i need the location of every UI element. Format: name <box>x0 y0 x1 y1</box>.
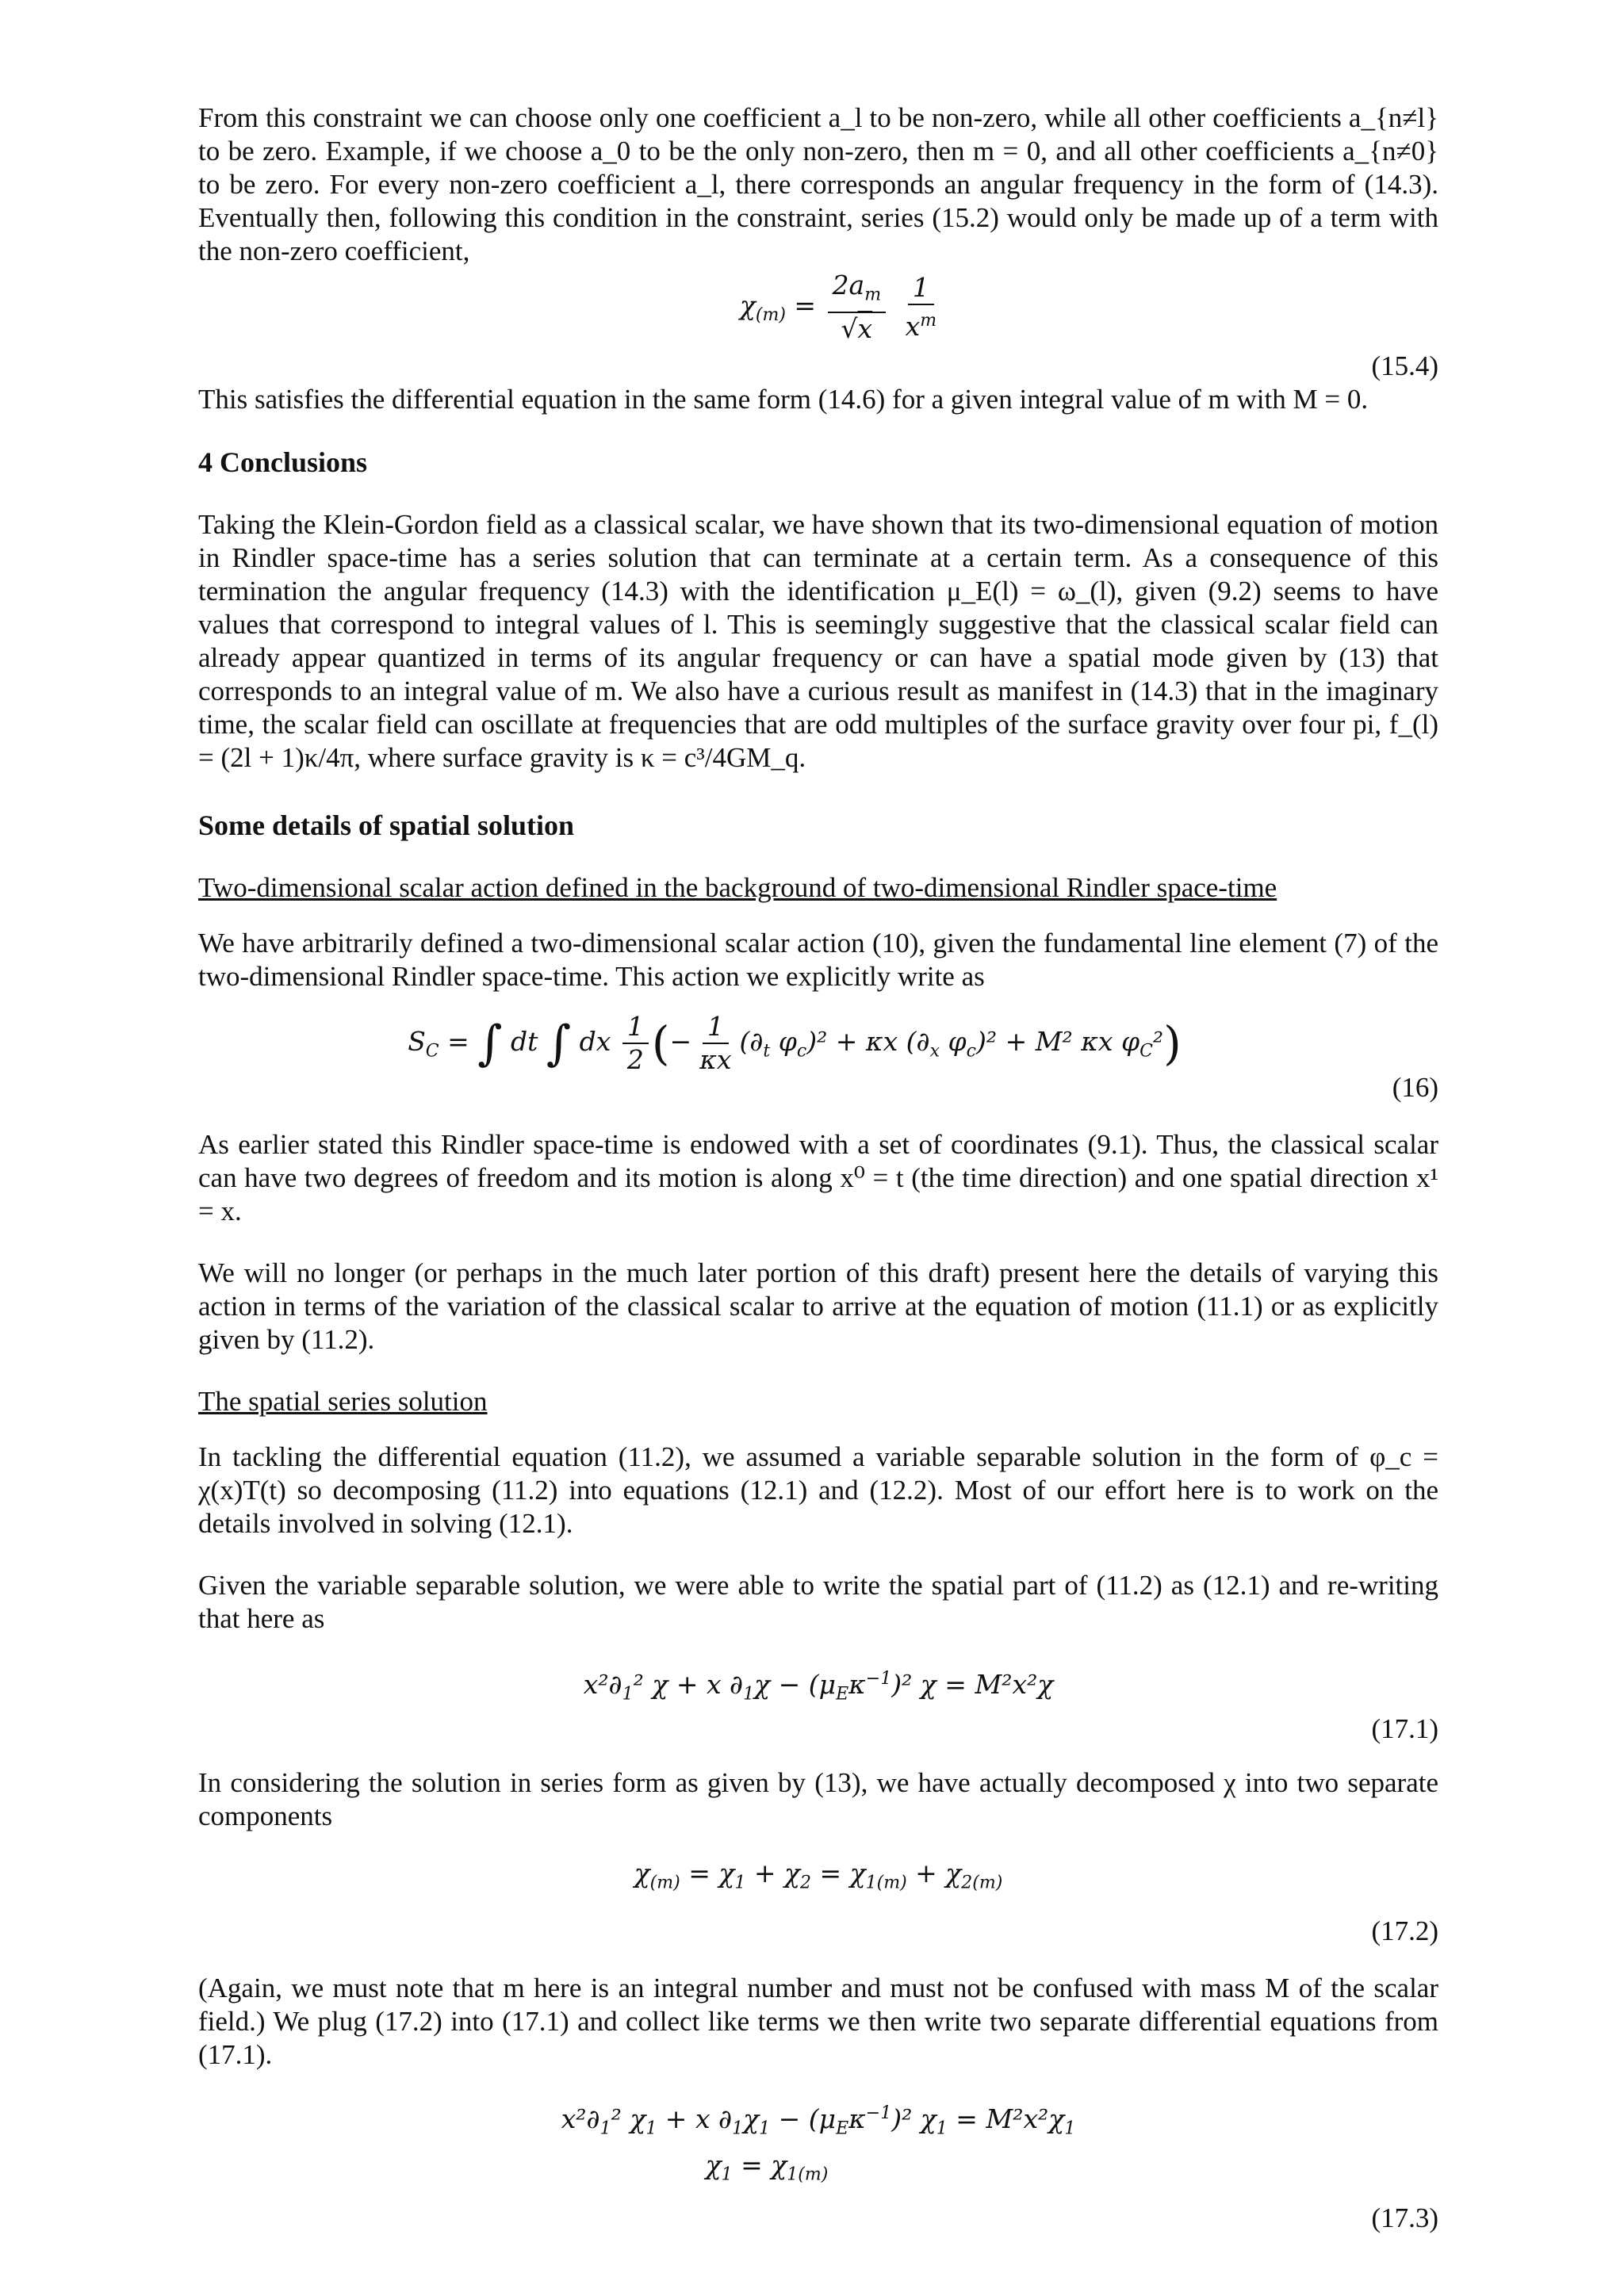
paragraph-8: Given the variable separable solution, we were able to write the spatial part of (11.2) as (12.1) and re-writing that here as <box>198 1569 1438 1634</box>
paragraph-3: Taking the Klein-Gordon field as a classical scalar, we have shown that its two-dimensional equation of motion in Rindler space-time has a series solution that can terminate at a certain term. As a consequence of this termination the angular frequency (14.3) with the identification μ_E(l) = ω_(l), given (9.2) seems to have values that correspond to integral values of l. This is seemingly suggestive that the classical scalar field can already appear quantized in terms of its angular frequency or can have a spatial mode given by (13) that corresponds to an integral value of m. We also have a curious result as manifest in (14.3) that in the imaginary time, the scalar field can oscillate at frequencies that are odd multiples of the surface gravity over four pi, f_(l) = (2l + 1)κ/4π, where surface gravity is κ = c³/4GM_q. <box>198 508 1438 773</box>
paragraph-2: This satisfies the differential equation in the same form (14.6) for a given integral value of m with M = 0. <box>198 383 1369 415</box>
heading-spatial-solution-details: Some details of spatial solution <box>198 809 575 841</box>
equation-17-3 <box>198 2095 1438 2235</box>
paragraph-10: (Again, we must note that m here is an integral number and must not be confused with mass M of the scalar field.) We plug (17.2) into (17.1) and collect like terms we then write two separate differential equations from (17.1). <box>198 1972 1438 2070</box>
equation-15-4-body: $\chi_{(m)}$ = $\frac{2a_m}{√x}$ $\frac{1}{x^m}$ <box>739 270 937 344</box>
equation-17-3-line-2: $\chi_1 = \chi_{1(m)}$ <box>705 2149 829 2185</box>
paragraph-5: As earlier stated this Rindler space-time is endowed with a set of coordinates (9.1). Thus, the classical scalar can have two degrees of freedom and its motion is along x⁰ = t (the time direction) and one spatial direction x¹ = x. <box>198 1128 1438 1226</box>
paragraph-9: In considering the solution in series form as given by (13), we have actually decomposed χ into two separate components <box>198 1767 1438 1832</box>
equation-number-15-4: (15.4) <box>1371 350 1438 381</box>
equation-number-17-2: (17.2) <box>1371 1915 1438 1946</box>
equation-17-2 <box>198 1855 1438 1948</box>
equation-17-3-line-1: $x^2\partial_1^2$ $\chi_1 + x$ $\partial_1\chi_1 - (\mu_E\kappa^{-1})^2$ $\chi_1 = M^2x^2\chi_1$ <box>561 2103 1076 2139</box>
heading-conclusions: 4 Conclusions <box>198 446 368 478</box>
equation-17-1-body: $x^2\partial_1^2$ χ + x $\partial_1\chi - (\mu_E\kappa^{-1})^2$ χ = M²x²χ <box>583 1668 1054 1705</box>
equation-16-body: $S_C$ = ∫ dt ∫ dx $\frac{1}{2}$ (− $\frac{1}{\kappa x}$ ($\partial_t$ $\varphi_c)^2 + \kappa x$ ($\partial_x$ $\varphi_c)^2 + M^2$ κx $\varphi_C^2$) <box>408 1010 1182 1075</box>
equation-number-17-3: (17.3) <box>1371 2202 1438 2233</box>
subheading-scalar-action: Two-dimensional scalar action defined in the background of two-dimensional Rindler space-time <box>198 871 1277 903</box>
paragraph-7: In tackling the differential equation (11.2), we assumed a variable separable solution in the form of φ_c = χ(x)T(t) so decomposing (11.2) into equations (12.1) and (12.2). Most of our effort here is to work on the details involved in solving (12.1). <box>198 1441 1438 1539</box>
equation-number-16: (16) <box>1392 1071 1438 1103</box>
equation-17-1 <box>198 1661 1438 1747</box>
paragraph-1: From this constraint we can choose only one coefficient a_l to be non-zero, while all other coefficients a_{n≠l} to be zero. Example, if we choose a_0 to be the only non-zero, then m = 0, and all other coefficients a_{n≠0} to be zero. For every non-zero coefficient a_l, there corresponds an angular frequency in the form of (14.3). Eventually then, following this condition in the constraint, series (15.2) would only be made up of a term with the non-zero coefficient, <box>198 102 1438 266</box>
paragraph-4: We have arbitrarily defined a two-dimensional scalar action (10), given the fundamental line element (7) of the two-dimensional Rindler space-time. This action we explicitly write as <box>198 927 1438 992</box>
paragraph-6: We will no longer (or perhaps in the much later portion of this draft) present here the details of varying this action in terms of the variation of the classical scalar to arrive at the equation of motion (11.1) or as explicitly given by (11.2). <box>198 1257 1438 1355</box>
equation-17-2-body: $\chi_{(m)} = \chi_1 + \chi_2 = \chi_{1(m)} + \chi_{2(m)}$ <box>634 1858 1003 1893</box>
page-content <box>198 101 1438 2235</box>
equation-number-17-1: (17.1) <box>1371 1713 1438 1745</box>
subheading-spatial-series: The spatial series solution <box>198 1385 488 1417</box>
equation-16 <box>198 1011 1438 1104</box>
equation-15-4 <box>198 270 1438 383</box>
